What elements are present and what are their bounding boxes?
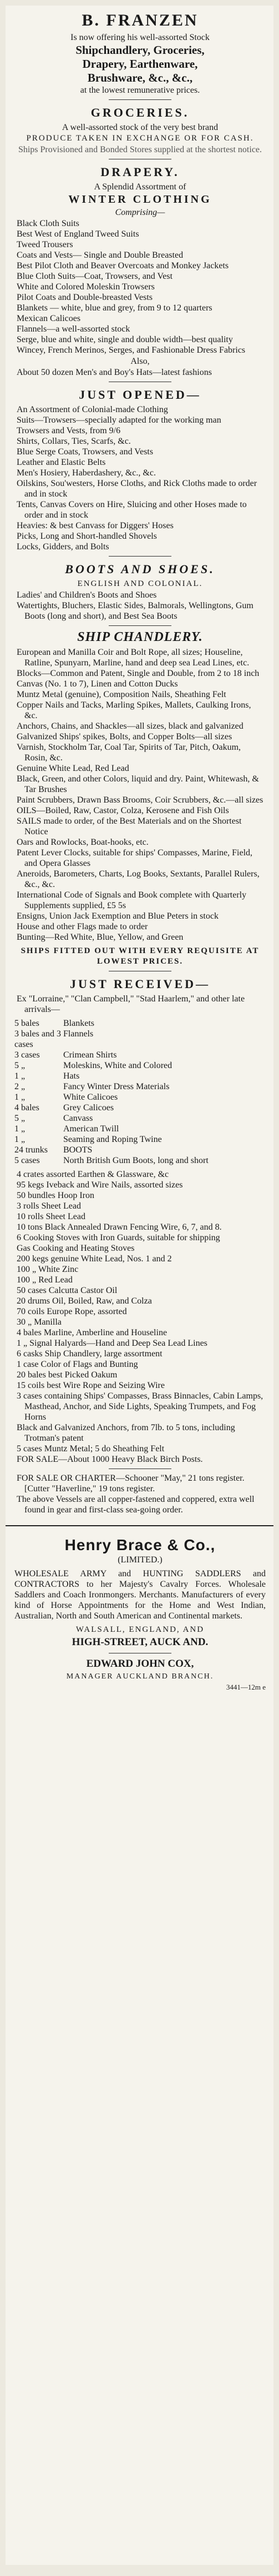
received-item: 2 „ Fancy Winter Dress Materials <box>14 1082 170 1091</box>
chandlery-line: SAILS made to order, of the Best Materials and on the Shortest Notice <box>17 816 242 836</box>
chandlery-line: Blocks—Common and Patent, Single and Double, from 2 to 18 inch <box>17 669 260 678</box>
drapery-line: A Splendid Assortment of <box>94 182 186 192</box>
groceries-line: PRODUCE TAKEN IN EXCHANGE OR FOR CASH. <box>26 134 254 143</box>
received-line: 95 kegs Iveback and Wire Nails, assorted sizes <box>17 1180 183 1190</box>
boots-subheader: ENGLISH AND COLONIAL. <box>77 579 203 588</box>
charter-line: The above Vessels are all copper-fastened and coppered, extra well found in gear and first-class sea-going order. <box>17 1495 255 1515</box>
chandlery-line: Ensigns, Union Jack Exemption and Blue Peters in stock <box>17 911 219 921</box>
divider <box>109 99 171 100</box>
received-item: 5 „ Canvass <box>14 1114 93 1123</box>
divider <box>109 556 171 557</box>
ad-reference: 3441—12m e <box>226 1683 266 1691</box>
received-line: 100 „ Red Lead <box>17 1275 73 1285</box>
company-name: Henry Brace & Co., <box>64 1536 216 1553</box>
chandlery-line: Genuine White Lead, Red Lead <box>17 764 129 773</box>
received-line: 3 cases containing Ships' Compasses, Brass Binnacles, Cabin Lamps, Masthead, Anchor, and Side Lights, Speaking Trumpets, and Fog Horns <box>17 1391 263 1422</box>
section-header-drapery: DRAPERY. <box>100 165 180 179</box>
received-item: 1 „ American Twill <box>14 1124 119 1134</box>
drapery-line: Serge, blue and white, single and double width—best quality <box>17 335 233 344</box>
received-line: 200 kegs genuine White Lead, Nos. 1 and 2 <box>17 1254 172 1264</box>
drapery-line: Coats and Vests— Single and Double Breasted <box>17 250 184 260</box>
intro-line: at the lowest remunerative prices. <box>80 86 200 95</box>
just-opened-line: Blue Serge Coats, Trowsers, and Vests <box>17 447 154 457</box>
section-header-just-opened: JUST OPENED— <box>79 388 201 402</box>
drapery-line: Black Cloth Suits <box>17 219 79 228</box>
received-line: 10 tons Black Annealed Drawn Fencing Wire, 6, 7, and 8. <box>17 1222 222 1232</box>
drapery-line: Flannels—a well-assorted stock <box>17 324 130 334</box>
received-item: 3 cases Crimean Shirts <box>14 1050 117 1060</box>
chandlery-line: Patent Lever Clocks, suitable for ships' Compasses, Marine, Field, and Opera Glasses <box>17 848 253 868</box>
received-item: 5 „ Moleskins, White and Colored <box>14 1061 173 1070</box>
received-line: 5 cases Muntz Metal; 5 do Sheathing Felt <box>17 1444 165 1454</box>
just-opened-line: Tents, Canvas Covers on Hire, Sluicing and other Hoses made to order and in stock <box>17 500 247 520</box>
just-opened-line: Trowsers and Vests, from 9/6 <box>17 426 121 435</box>
received-line: 30 „ Manilla <box>17 1317 62 1327</box>
chandlery-line: Bunting—Red White, Blue, Yellow, and Green <box>17 933 184 942</box>
received-line: 1 case Color of Flags and Bunting <box>17 1360 138 1369</box>
drapery-line: Tweed Trousers <box>17 240 73 249</box>
chandlery-line: Copper Nails and Tacks, Marling Spikes, Mallets, Caulking Irons, &c. <box>17 700 251 720</box>
intro-line: Shipchandlery, Groceries, <box>75 43 205 57</box>
drapery-line: Best West of England Tweed Suits <box>17 229 139 239</box>
chandlery-line: Muntz Metal (genuine), Composition Nails, Sheathing Felt <box>17 690 226 699</box>
brace-advertisement <box>6 1532 273 1696</box>
received-item: 24 trunks BOOTS <box>14 1145 93 1155</box>
received-line: 4 crates assorted Earthen & Glassware, &c <box>17 1170 169 1179</box>
chandlery-line: International Code of Signals and Book complete with Quarterly Supplements supplied, £5 5s <box>17 890 247 910</box>
advertiser-title: B. FRANZEN <box>82 11 199 29</box>
received-item: 1 „ Seaming and Roping Twine <box>14 1135 162 1144</box>
received-line: 50 bundles Hoop Iron <box>17 1191 94 1200</box>
groceries-line: Ships Provisioned and Bonded Stores supplied at the shortest notice. <box>18 145 262 154</box>
drapery-line: About 50 dozen Men's and Boy's Hats—latest fashions <box>17 368 212 377</box>
chandlery-line: Varnish, Stockholm Tar, Coal Tar, Spirits of Tar, Pitch, Oakum, Rosin, &c. <box>17 743 241 763</box>
company-street: HIGH-STREET, AUCK AND. <box>72 1636 209 1648</box>
boots-line: Ladies' and Children's Boots and Shoes <box>17 590 157 600</box>
chandlery-line: Galvanized Ships' spikes, Bolts, and Copper Bolts—all sizes <box>17 732 232 741</box>
received-item: 4 bales Grey Calicoes <box>14 1103 114 1112</box>
just-opened-line: Leather and Elastic Belts <box>17 458 106 467</box>
charter-line: FOR SALE OR CHARTER—Schooner "May," 21 tons register. [Cutter "Haverline," 19 tons register. <box>17 1474 245 1494</box>
just-opened-line: Suits—Trowsers—specially adapted for the working man <box>17 415 221 425</box>
newspaper-ad-column <box>6 6 273 2565</box>
section-header-just-received: JUST RECEIVED— <box>69 977 211 991</box>
chandlery-line: Oars and Rowlocks, Boat-hooks, etc. <box>17 838 149 847</box>
drapery-line: Blue Cloth Suits—Coat, Trowsers, and Vest <box>17 272 173 281</box>
received-line: Black and Galvanized Anchors, from 7lb. to 5 tons, including Trotman's patent <box>17 1423 235 1443</box>
just-opened-line: An Assortment of Colonial-made Clothing <box>17 405 168 414</box>
received-item-list <box>14 1018 266 1166</box>
received-line: 4 bales Marline, Amberline and Houseline <box>17 1328 168 1337</box>
received-line: 10 rolls Sheet Lead <box>17 1212 85 1221</box>
just-opened-line: Oilskins, Sou'westers, Horse Cloths, and Rick Cloths made to order and in stock <box>17 479 257 499</box>
divider <box>109 625 171 626</box>
ships-fitted-notice: SHIPS FITTED OUT WITH EVERY REQUISITE AT LOWEST PRICES. <box>21 946 260 966</box>
just-opened-line: Locks, Gidders, and Bolts <box>17 542 109 552</box>
received-line: 100 „ White Zinc <box>17 1265 79 1274</box>
franzen-advertisement <box>6 6 273 1520</box>
received-line: 20 bales best Picked Oakum <box>17 1370 118 1380</box>
drapery-line: Blankets — white, blue and grey, from 9 to 12 quarters <box>17 303 212 313</box>
received-line: 3 rolls Sheet Lead <box>17 1201 81 1211</box>
just-opened-line: Men's Hosiery, Haberdashery, &c., &c. <box>17 468 156 478</box>
received-line: 50 cases Calcutta Castor Oil <box>17 1286 118 1295</box>
received-item: 3 bales and 3 cases Flannels <box>14 1029 94 1049</box>
drapery-line: Mexican Calicoes <box>17 314 81 323</box>
chandlery-line: Black, Green, and other Colors, liquid and dry. Paint, Whitewash, & Tar Brushes <box>17 774 259 794</box>
received-item: 5 bales Blankets <box>14 1019 94 1028</box>
drapery-line: Comprising— <box>115 208 165 217</box>
section-header-groceries: GROCERIES. <box>90 106 190 119</box>
received-line: FOR SALE—About 1000 Heavy Black Birch Posts. <box>17 1455 203 1464</box>
chandlery-line: Anchors, Chains, and Shackles—all sizes, black and galvanized <box>17 721 244 731</box>
chandlery-line: European and Manilla Coir and Bolt Rope, all sizes; Houseline, Ratline, Spunyarn, Marline, hand and deep sea Lead Lines, etc. <box>17 648 250 668</box>
chandlery-line: Aneroids, Barometers, Charts, Log Books, Sextants, Parallel Rulers, &c., &c. <box>17 869 260 889</box>
drapery-line: White and Colored Moleskin Trowsers <box>17 282 155 292</box>
received-intro: Ex "Lorraine," "Clan Campbell," "Stad Haarlem," and other late arrivals— <box>17 994 245 1014</box>
received-line: 6 casks Ship Chandlery, large assortment <box>17 1349 163 1359</box>
received-line: 20 drums Oil, Boiled, Raw, and Colza <box>17 1296 152 1306</box>
chandlery-line: Canvas (No. 1 to 7), Linen and Cotton Ducks <box>17 679 178 689</box>
company-description: WHOLESALE ARMY and HUNTING SADDLERS and CONTRACTORS to her Majesty's Cavalry Forces. Wholesale Saddlers and Coach Ironmongers. Merchants. Manufacturers of every kind of Horse Appointments for the Home and West Indian, Australian, North and South American and Continental markets. <box>14 1569 266 1621</box>
received-line: 70 coils Europe Rope, assorted <box>17 1307 127 1316</box>
intro-line: Brushware, &c., &c., <box>87 71 193 84</box>
company-limited: (LIMITED.) <box>118 1555 163 1565</box>
drapery-line: Also, <box>130 357 150 366</box>
boots-line: Watertights, Bluchers, Elastic Sides, Balmorals, Wellingtons, Gum Boots (long and short), and Best Sea Boots <box>17 601 253 621</box>
section-header-boots: BOOTS AND SHOES. <box>65 562 215 576</box>
manager-title: MANAGER AUCKLAND BRANCH. <box>66 1672 214 1681</box>
received-item: 5 cases North British Gum Boots, long and short <box>14 1156 209 1165</box>
drapery-line: Pilot Coats and Double-breasted Vests <box>17 293 153 302</box>
intro-line: Drapery, Earthenware, <box>82 57 198 71</box>
chandlery-line: OILS—Boiled, Raw, Castor, Colza, Kerosene and Fish Oils <box>17 806 229 815</box>
received-line: 6 Cooking Stoves with Iron Guards, suitable for shipping <box>17 1233 220 1242</box>
received-item: 1 „ White Calicoes <box>14 1092 118 1102</box>
received-line: 15 coils best Wire Rope and Seizing Wire <box>17 1381 165 1390</box>
groceries-line: A well-assorted stock of the very best brand <box>62 123 219 132</box>
ad-separator <box>6 1525 273 1526</box>
drapery-line: Best Pilot Cloth and Beaver Overcoats and Monkey Jackets <box>17 261 229 270</box>
company-location: WALSALL, ENGLAND, AND <box>75 1625 205 1634</box>
just-opened-line: Picks, Long and Short-handled Shovels <box>17 532 157 541</box>
intro-line: Is now offering his well-assorted Stock <box>70 33 210 42</box>
just-opened-line: Heavies: & best Canvass for Diggers' Hoses <box>17 521 174 530</box>
chandlery-line: Paint Scrubbers, Drawn Bass Brooms, Coir Scrubbers, &c.—all sizes <box>17 795 263 805</box>
just-opened-line: Shirts, Collars, Ties, Scarfs, &c. <box>17 437 131 446</box>
received-line: 1 „ Signal Halyards—Hand and Deep Sea Lead Lines <box>17 1339 207 1348</box>
drapery-line: Wincey, French Merinos, Serges, and Fashionable Dress Fabrics <box>17 345 246 355</box>
drapery-line: WINTER CLOTHING <box>68 193 212 206</box>
chandlery-line: House and other Flags made to order <box>17 922 148 931</box>
manager-name: EDWARD JOHN COX, <box>86 1658 194 1670</box>
received-item: 1 „ Hats <box>14 1071 80 1081</box>
received-line: Gas Cooking and Heating Stoves <box>17 1244 135 1253</box>
section-header-chandlery: SHIP CHANDLERY. <box>77 630 203 644</box>
